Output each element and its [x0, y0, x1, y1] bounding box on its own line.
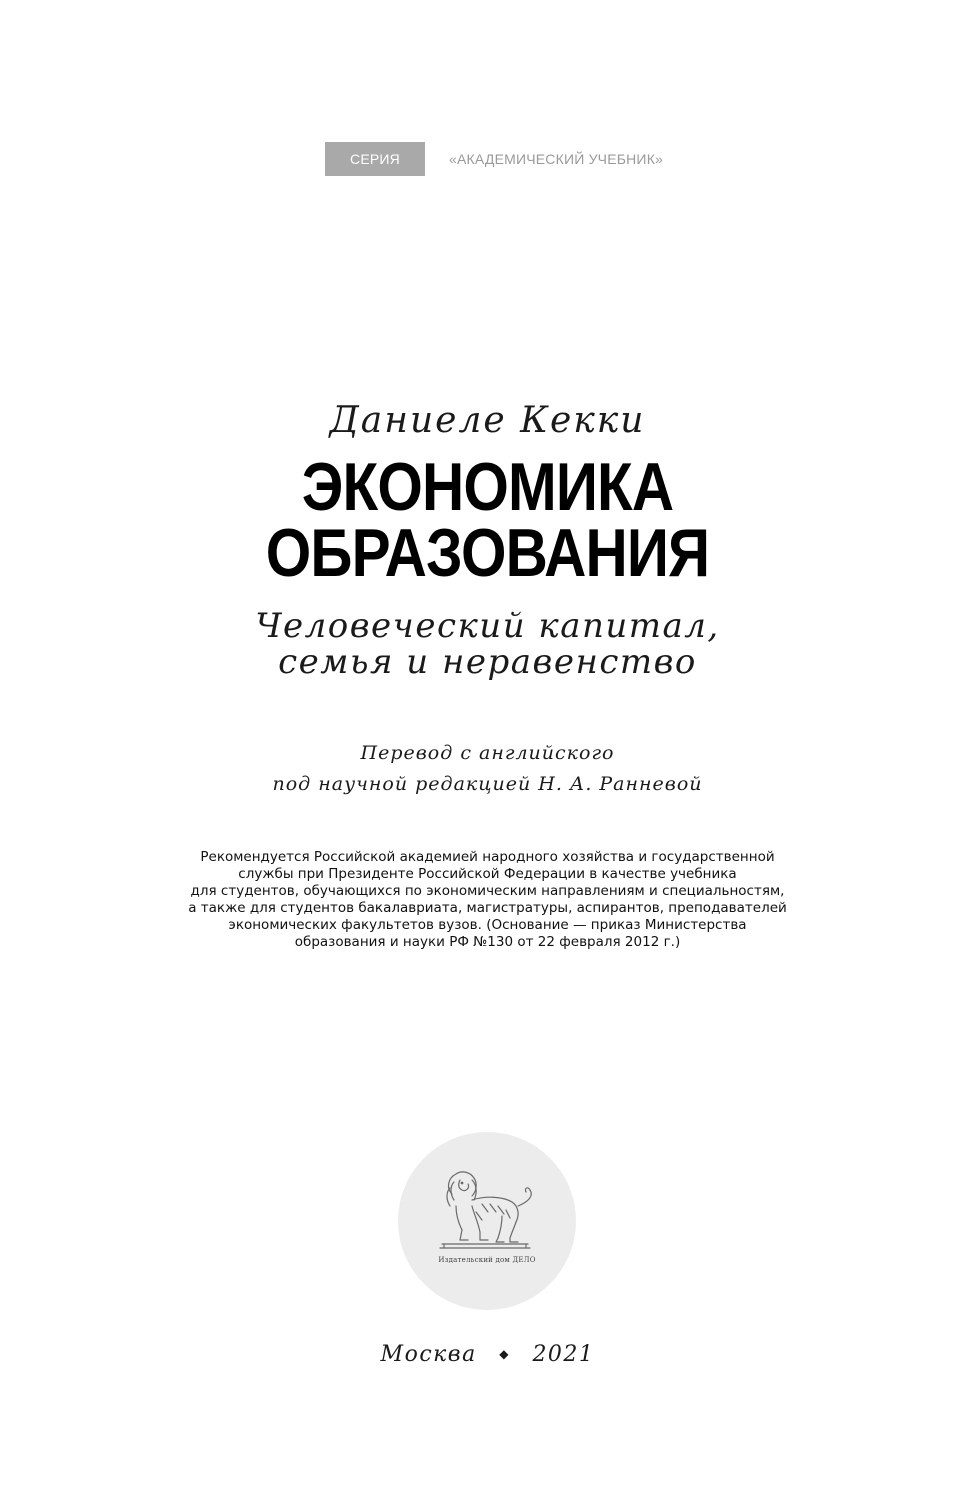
author-name: Даниеле Кекки [329, 400, 646, 441]
publisher-caption: Издательский дом ДЕЛО [438, 1256, 536, 1264]
diamond-separator-icon: ◆ [499, 1347, 510, 1361]
series-name: «АКАДЕМИЧЕСКИЙ УЧЕБНИК» [449, 151, 664, 167]
book-title-line-2: ОБРАЗОВАНИЯ [265, 515, 710, 591]
subtitle-line-2: семья и неравенство [278, 642, 697, 682]
imprint-city: Москва [380, 1342, 477, 1367]
book-title-line-1: ЭКОНОМИКА [301, 449, 674, 525]
publisher-logo [398, 1132, 576, 1310]
lion-icon [432, 1166, 542, 1262]
recommendation-line: экономических факультетов вузов. (Основание — приказ Министерства [228, 917, 747, 933]
recommendation-line: а также для студентов бакалавриата, магистратуры, аспирантов, преподавателей [188, 900, 787, 916]
recommendation-line: Рекомендуется Российской академией народного хозяйства и государственной [200, 849, 775, 865]
series-badge [325, 142, 425, 176]
recommendation-line: службы при Президенте Российской Федерации в качестве учебника [238, 866, 737, 882]
recommendation-line: для студентов, обучающихся по экономическим направлениям и специальностям, [190, 883, 785, 899]
series-label: СЕРИЯ [350, 151, 400, 167]
recommendation-line: образования и науки РФ №130 от 22 февраля 2012 г.) [294, 934, 681, 950]
book-title [68, 449, 907, 591]
translation-line-1: Перевод с английского [360, 742, 615, 764]
book-subtitle [0, 608, 975, 680]
subtitle-line-1: Человеческий капитал, [255, 606, 720, 646]
imprint-line [0, 1342, 975, 1367]
imprint-year: 2021 [532, 1342, 595, 1367]
recommendation-text [0, 849, 975, 951]
translation-note [0, 738, 975, 800]
translation-line-2: под научной редакцией Н. А. Ранневой [272, 773, 703, 795]
